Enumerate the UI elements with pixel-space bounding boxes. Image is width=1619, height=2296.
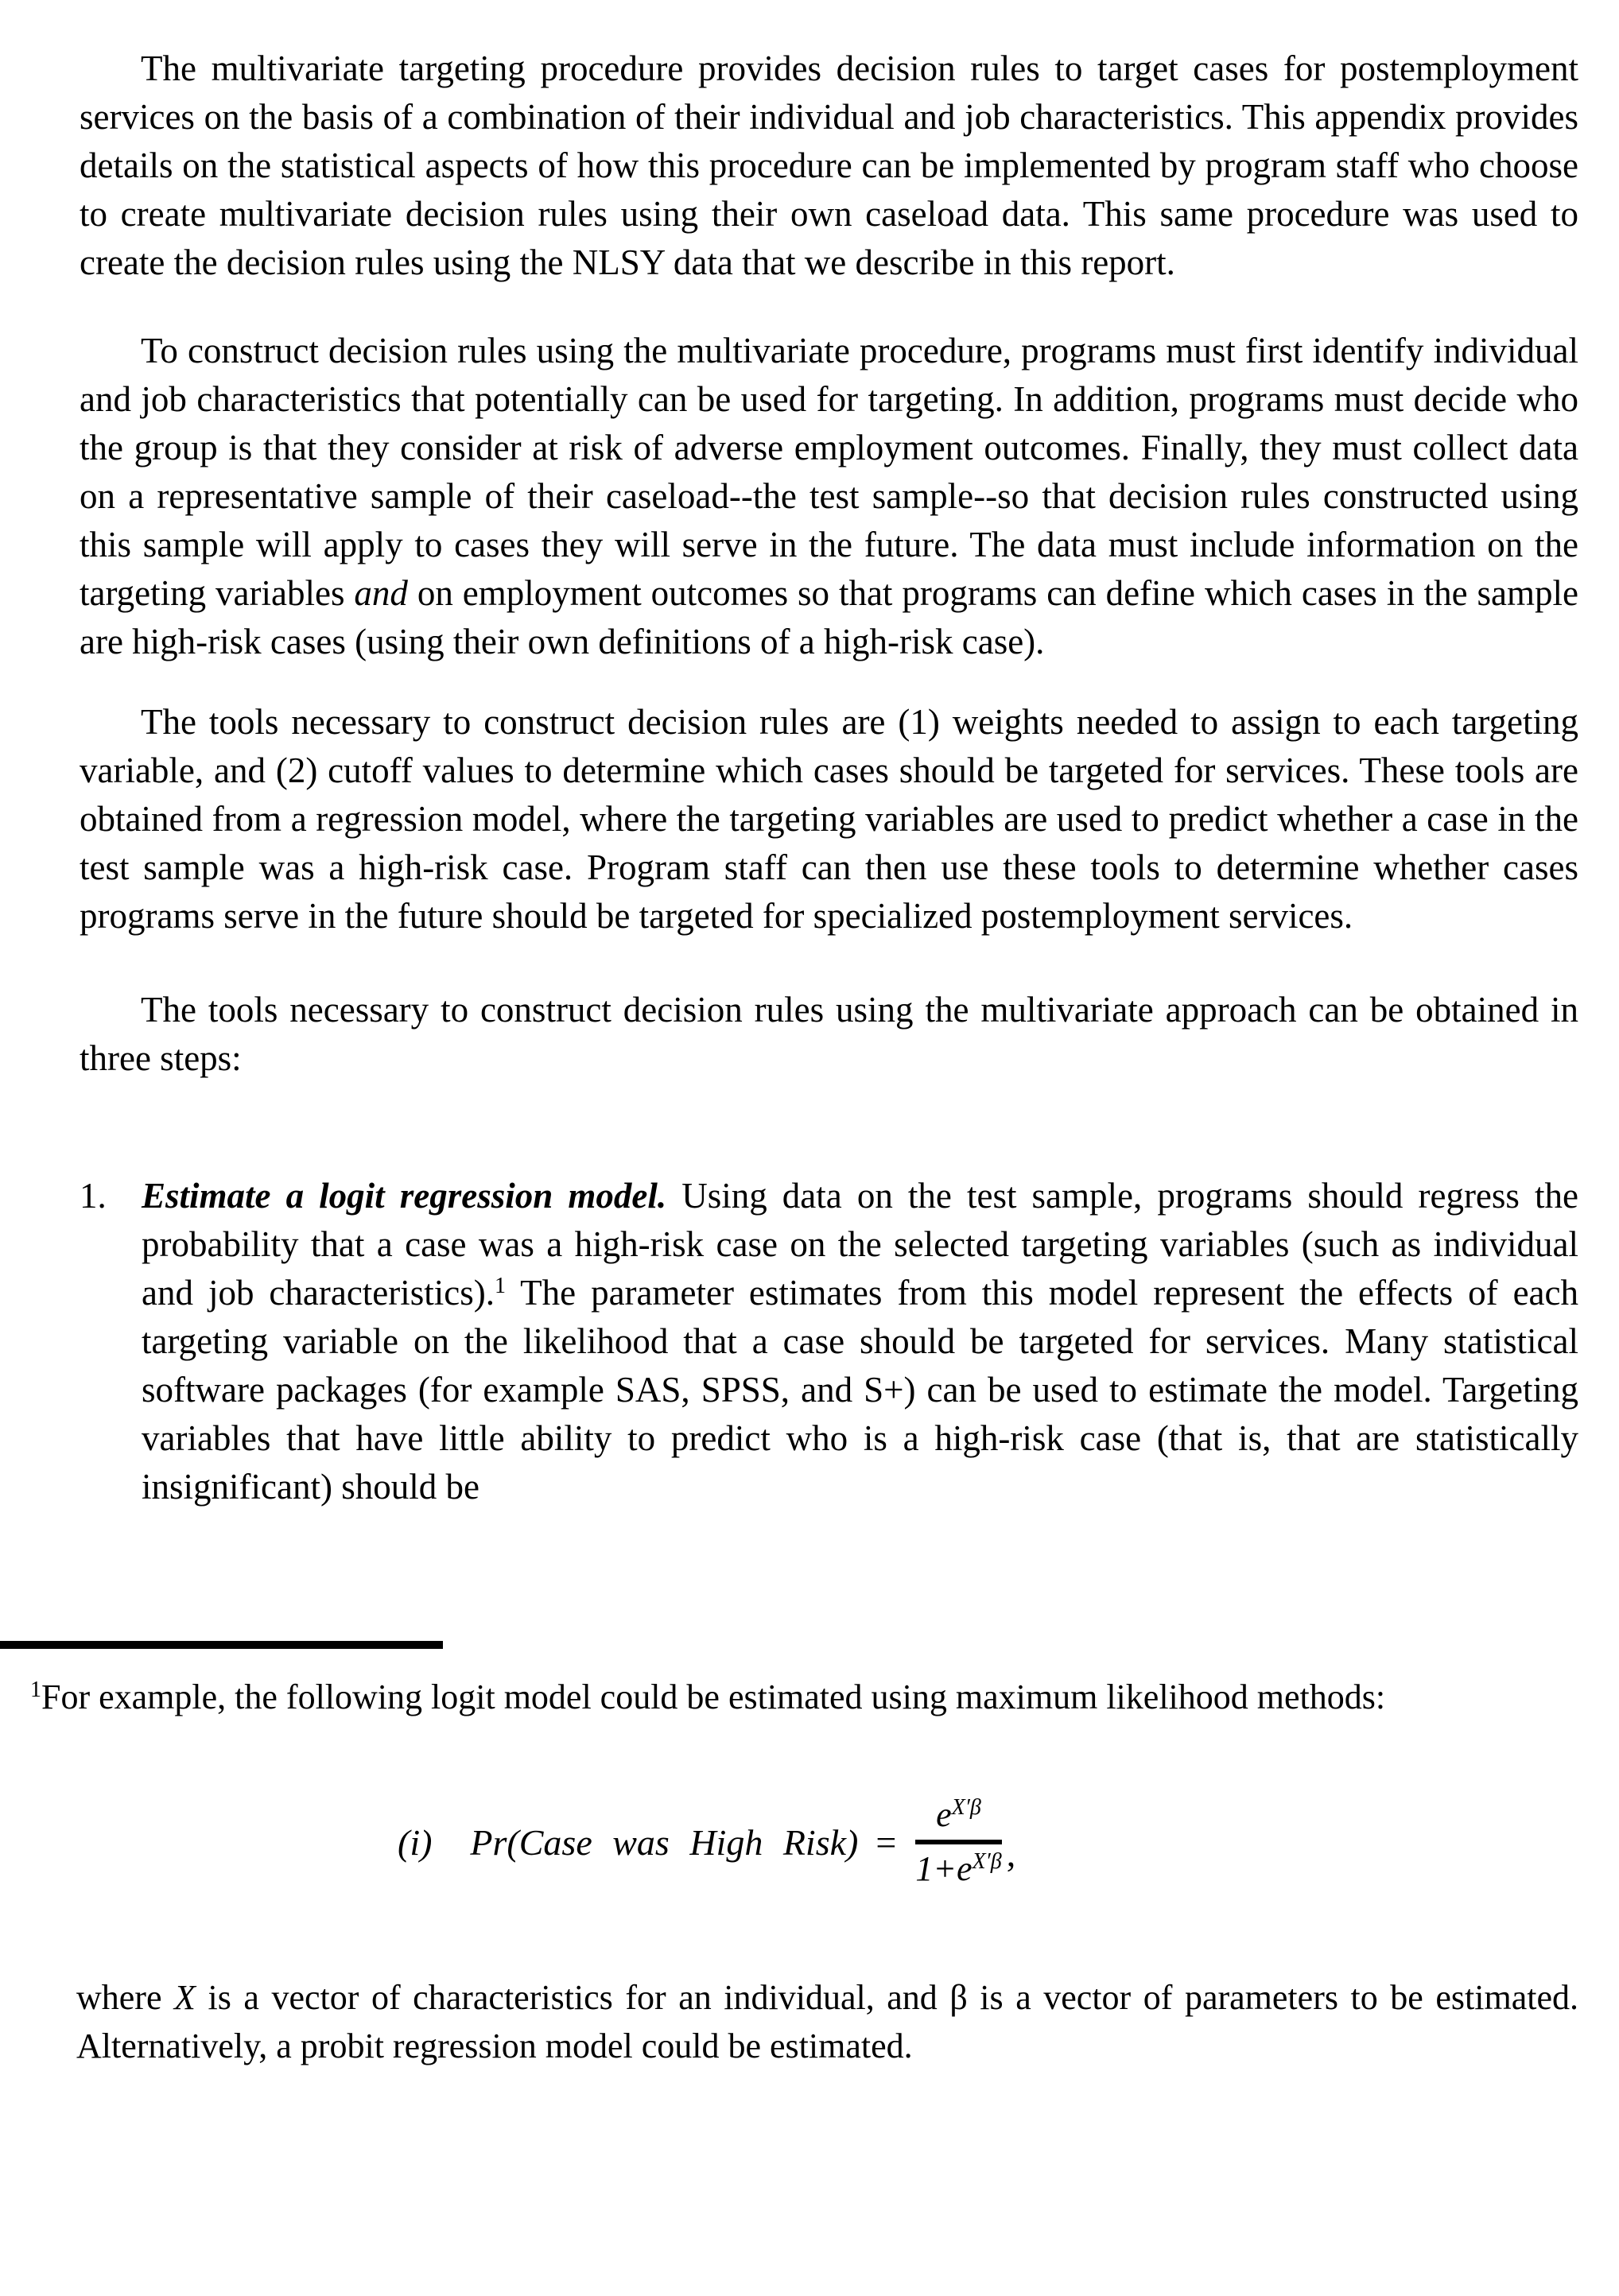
fraction-bar [915,1840,1001,1844]
footnote-reference-mark: 1 [495,1273,506,1298]
footnote-marker: 1 [30,1677,41,1702]
equation-fraction [910,1794,1006,1889]
where-variable-x: X [174,1978,196,2018]
list-item-1-text-a: Using data on the test sample, programs should regress the probability that a case was a high-risk case on the selected targeting variables (such as individual and job characteristics). [142,1176,1578,1313]
equation-equals-sign: = [876,1821,897,1863]
list-item-1-body [142,1172,1578,1511]
paragraph-4 [80,986,1578,1083]
numerator-base: e [936,1795,952,1834]
list-item-1-text-b: The parameter estimates from this model represent the effects of each targeting variable on the likelihood that a case should be targeted for services. Many statistical software packages (for example SAS, SPSS, and S+) can be used to estimate the model. Targeting variables that have little ability to predict who is a high-risk case (that is, that are statistically insignificant) should be [142,1273,1578,1507]
equation-trailing-comma: , [1006,1833,1016,1874]
fraction-denominator [910,1848,1006,1889]
paragraph-2-emphasis: and [354,573,408,613]
where-text-b: is a vector of characteristics for an individual, and β is a vector of parameters to be estimated. Alternatively, a probit regression model could be estimated. [76,1978,1578,2066]
footnote-where-clause [76,1973,1578,2070]
footnote-separator-rule [0,1641,443,1649]
paragraph-3-text: The tools necessary to construct decision rules are (1) weights needed to assign to each targeting variable, and (2) cutoff values to determine which cases should be targeted for services. These tools are obtained from a regression model, where the targeting variables are used to predict whether a case in the test sample was a high-risk case. Program staff can then use these tools to determine whether cases programs serve in the future should be targeted for specialized postemployment services. [80,702,1578,936]
paragraph-2-text-a: To construct decision rules using the multivariate procedure, programs must first identify individual and job characteristics that potentially can be used for targeting. In addition, programs must decide who the group is that they consider at risk of adverse employment outcomes. Finally, they must collect data on a representative sample of their caseload--the test sample--so that decision rules constructed using this sample will apply to cases they will serve in the future. The data must include information on the targeting variables [80,331,1578,613]
numerator-exponent: X′β [951,1794,981,1820]
paragraph-2-text-b: on employment outcomes so that programs can define which cases in the sample are high-risk cases (using their own definitions of a high-risk case). [80,573,1578,661]
denominator-exponent: X′β [972,1848,1002,1874]
equation-label: (i) [398,1821,433,1863]
paragraph-3 [80,698,1578,941]
logit-equation [398,1794,1578,1889]
paragraph-4-text: The tools necessary to construct decision rules using the multivariate approach can be obtained in three steps: [80,990,1578,1078]
list-item-1 [80,1172,1578,1511]
equation-lhs: Pr(Case was High Risk) [470,1821,859,1863]
where-text-a: where [76,1978,175,2018]
paragraph-1 [80,45,1578,287]
list-item-1-heading: Estimate a logit regression model. [142,1176,667,1216]
page-content [30,0,1578,2070]
footnote-intro [30,1673,1578,1721]
footnote-intro-text: For example, the following logit model could be estimated using maximum likelihood methods: [41,1677,1386,1716]
fraction-numerator [931,1794,986,1834]
list-item-1-number: 1. [80,1176,107,1216]
paragraph-2 [80,327,1578,666]
denominator-base: 1+e [915,1849,973,1889]
paragraph-1-text: The multivariate targeting procedure provides decision rules to target cases for postemployment services on the basis of a combination of their individual and job characteristics. This appendix provides details on the statistical aspects of how this procedure can be implemented by program staff who choose to create multivariate decision rules using their own caseload data. This same procedure was used to create the decision rules using the NLSY data that we describe in this report. [80,48,1578,282]
